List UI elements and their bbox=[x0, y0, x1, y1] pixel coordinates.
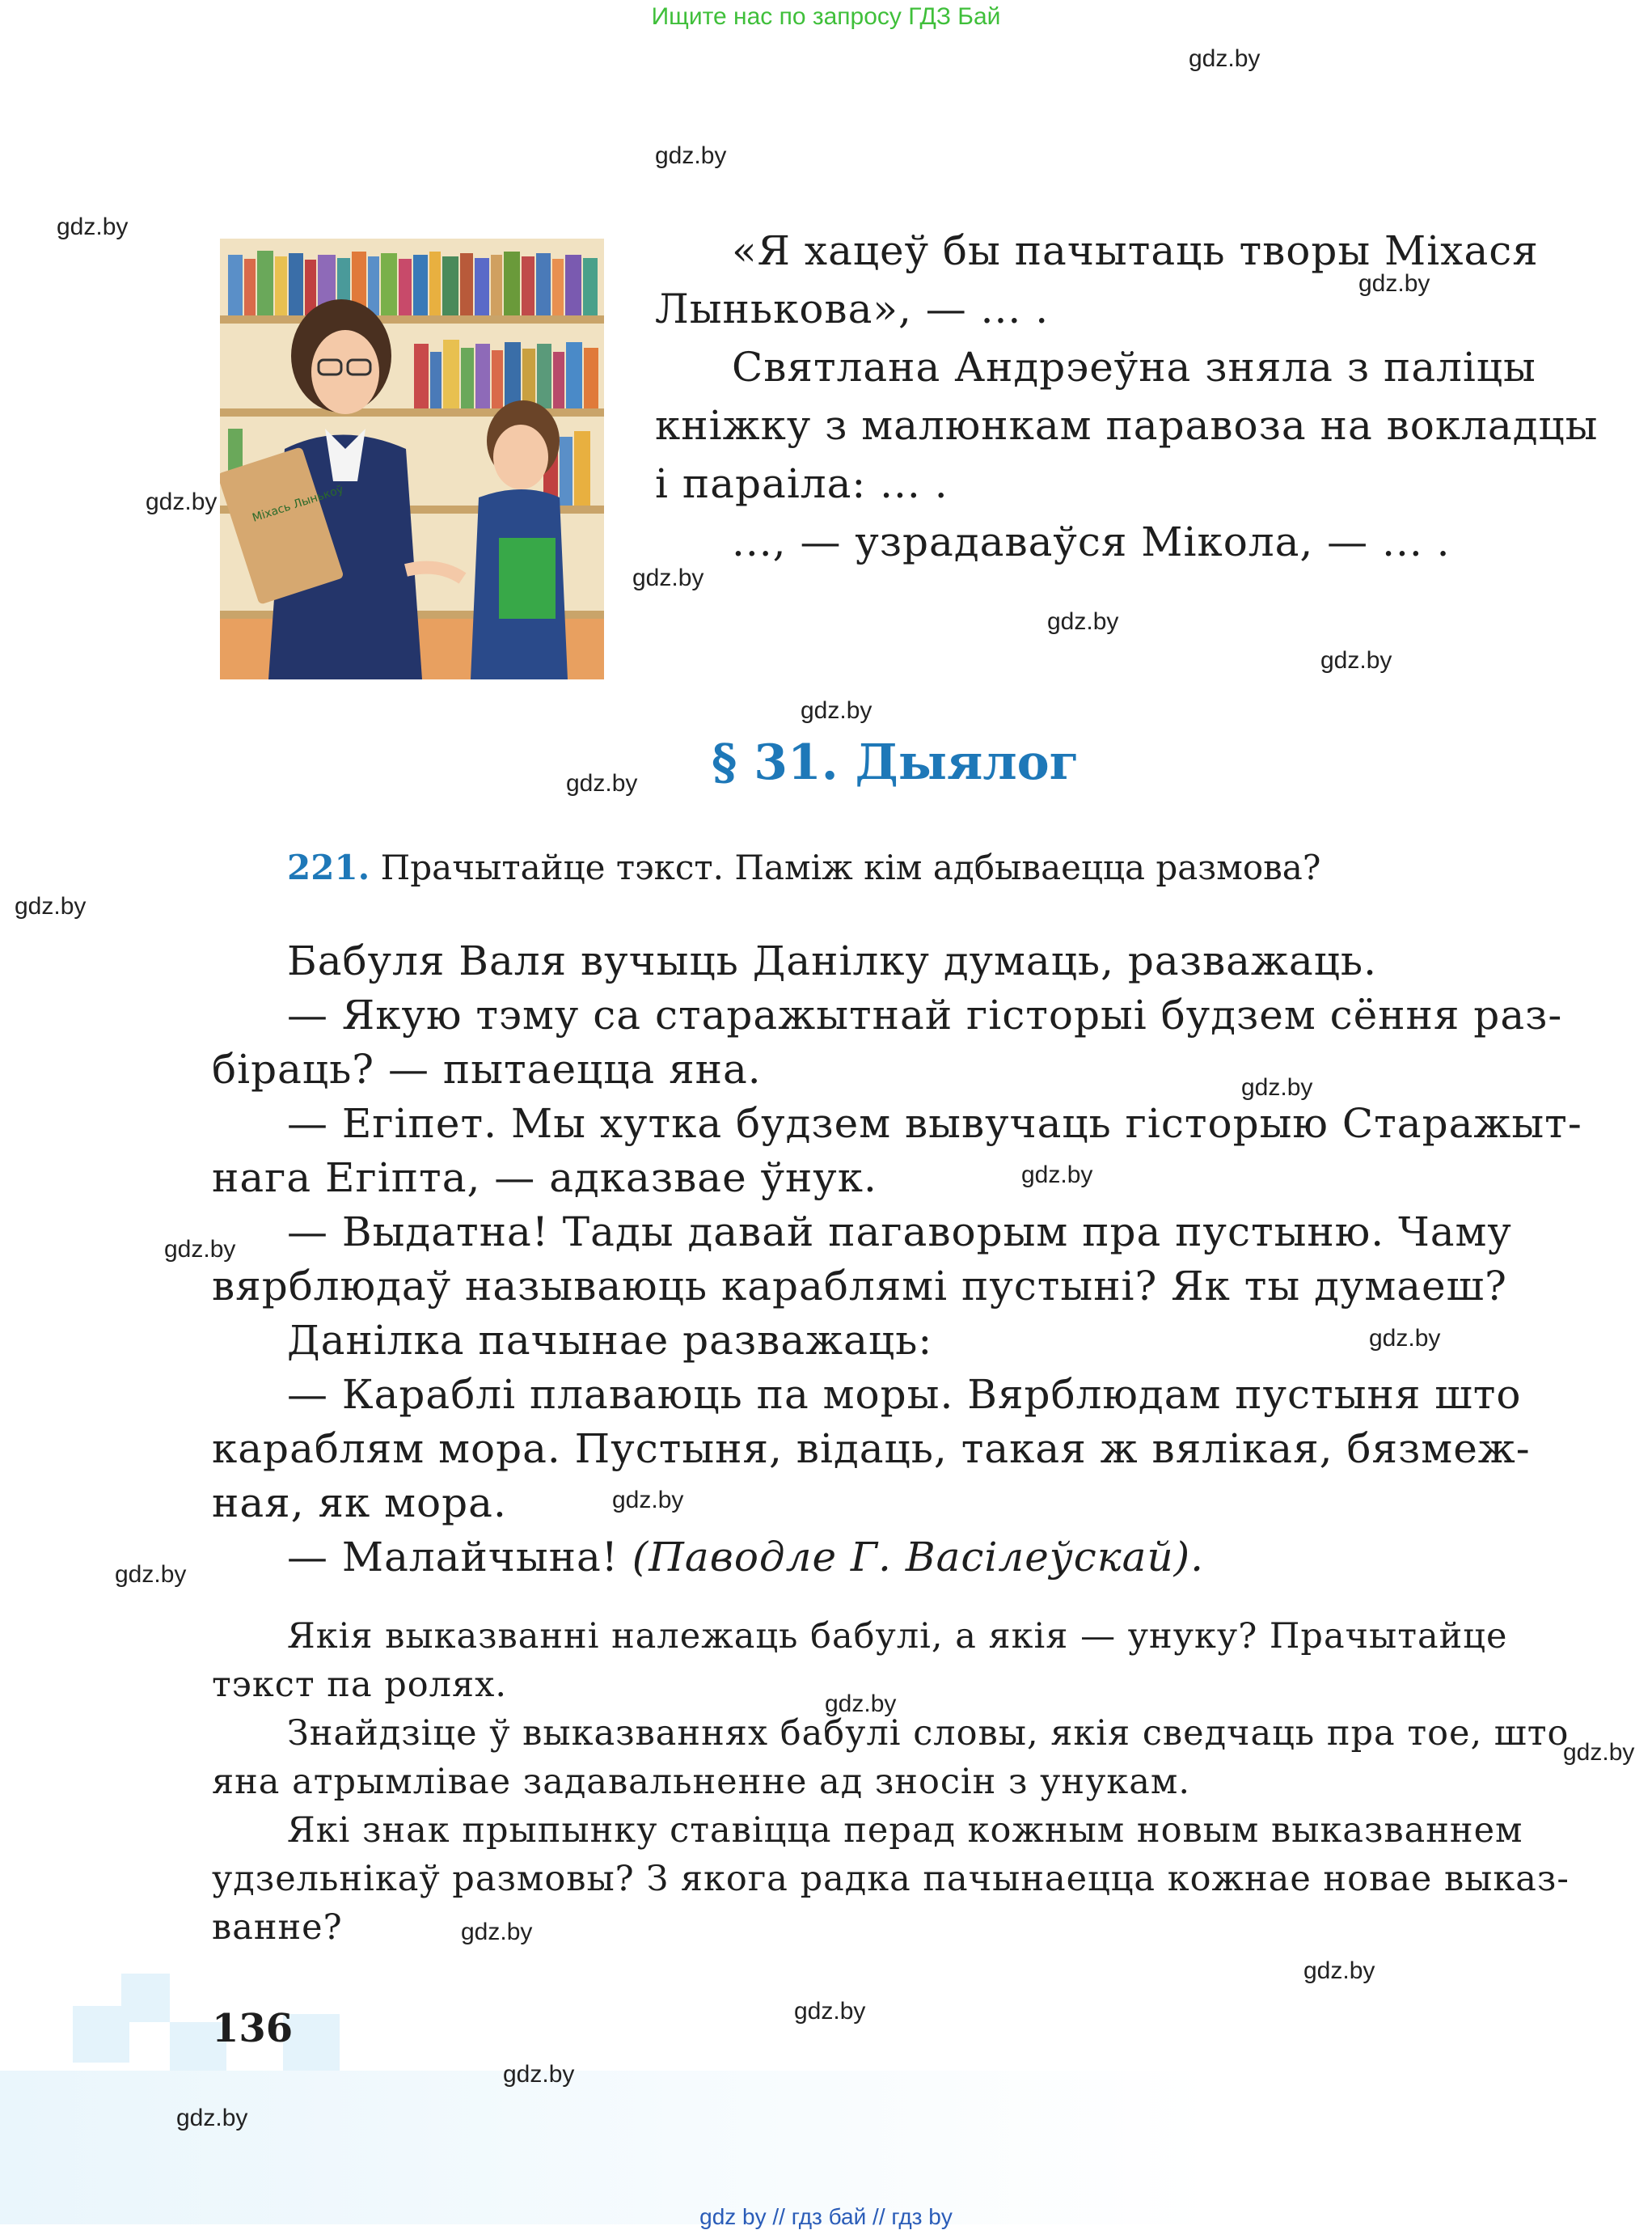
intro-line: кніжку з малюнкам паравоза на вокладцы bbox=[655, 402, 1599, 449]
watermark: gdz.by bbox=[503, 2061, 575, 2088]
watermark: gdz.by bbox=[612, 1487, 684, 1513]
dialog-line: — Выдатна! Тады давай пагаворым пра пустыню. Чаму bbox=[287, 1208, 1512, 1255]
watermark: gdz.by bbox=[1047, 608, 1119, 635]
watermark: gdz.by bbox=[1358, 270, 1430, 297]
watermark: gdz.by bbox=[15, 893, 87, 920]
watermark: gdz.by bbox=[1303, 1957, 1375, 1984]
top-banner[interactable]: Ищите нас по запросу ГДЗ Бай bbox=[651, 3, 1001, 30]
library-scene-image bbox=[220, 239, 604, 679]
intro-line: «Я хацеў бы пачытаць творы Міхася bbox=[732, 227, 1539, 274]
dialog-line: вярблюдаў называюць караблямі пустыні? Як ты думаеш? bbox=[212, 1263, 1507, 1310]
dialog-line: Данілка пачынае разважаць: bbox=[287, 1317, 933, 1364]
watermark: gdz.by bbox=[1241, 1074, 1313, 1101]
watermark: gdz.by bbox=[115, 1561, 187, 1588]
watermark: gdz.by bbox=[655, 142, 727, 169]
task-text: Прачытайце тэкст. Паміж кім адбываецца размова? bbox=[380, 848, 1321, 887]
watermark: gdz.by bbox=[176, 2105, 248, 2131]
watermark: gdz.by bbox=[825, 1690, 897, 1717]
question-line: тэкст па ролях. bbox=[212, 1665, 508, 1705]
watermark: gdz.by bbox=[632, 565, 704, 591]
dialog-line: караблям мора. Пустыня, відаць, такая ж вялікая, бязмеж- bbox=[212, 1425, 1531, 1472]
decor-square bbox=[121, 1974, 170, 2022]
question-line: ванне? bbox=[212, 1907, 343, 1948]
watermark: gdz.by bbox=[1021, 1162, 1093, 1188]
footer-links[interactable]: gdz by // гдз бай // гдз by bbox=[699, 2204, 953, 2229]
dialog-source: (Паводле Г. Васілеўскай). bbox=[632, 1534, 1205, 1580]
illustration-library bbox=[220, 239, 604, 679]
task-221 bbox=[287, 848, 1320, 887]
question-line: удзельнікаў размовы? З якога радка пачынаецца кожнае новае выказ- bbox=[212, 1859, 1570, 1899]
question-line: Знайдзіце ў выказваннях бабулі словы, якія сведчаць пра тое, што bbox=[287, 1713, 1570, 1754]
task-number: 221. bbox=[287, 848, 370, 887]
dialog-line: біраць? — пытаецца яна. bbox=[212, 1046, 762, 1093]
watermark: gdz.by bbox=[146, 489, 218, 515]
watermark: gdz.by bbox=[1320, 647, 1392, 674]
intro-line: і параіла: ... . bbox=[655, 460, 949, 507]
watermark: gdz.by bbox=[57, 214, 129, 240]
dialog-line: — Егіпет. Мы хутка будзем вывучаць гісторыю Старажыт- bbox=[287, 1100, 1582, 1147]
watermark: gdz.by bbox=[801, 697, 872, 724]
question-line: Які знак прыпынку ставіцца перад кожным новым выказваннем bbox=[287, 1810, 1523, 1851]
decor-square bbox=[0, 2071, 1213, 2224]
intro-line: Лынькова», — ... . bbox=[655, 286, 1050, 332]
watermark: gdz.by bbox=[1189, 45, 1261, 72]
watermark: gdz.by bbox=[1563, 1739, 1635, 1766]
watermark: gdz.by bbox=[1369, 1325, 1441, 1352]
watermark: gdz.by bbox=[794, 1998, 866, 2025]
dialog-line: ная, як мора. bbox=[212, 1479, 507, 1526]
dialog-line: — Якую тэму са старажытнай гісторыі будзем сёння раз- bbox=[287, 992, 1563, 1039]
question-line: Якія выказванні належаць бабулі, а якія — унуку? Прачытайце bbox=[287, 1616, 1508, 1657]
watermark: gdz.by bbox=[164, 1236, 236, 1263]
dialog-line: — Караблі плаваюць па моры. Вярблюдам пустыня што bbox=[287, 1371, 1522, 1418]
section-heading: § 31. Дыялог bbox=[712, 734, 1080, 791]
watermark: gdz.by bbox=[461, 1919, 533, 1945]
dialog-line: Бабуля Валя вучыць Данілку думаць, разважаць. bbox=[287, 937, 1378, 984]
question-line: яна атрымлівае задавальненне ад зносін з унукам. bbox=[212, 1762, 1191, 1802]
watermark: gdz.by bbox=[566, 770, 638, 797]
dialog-last-line bbox=[287, 1533, 1204, 1581]
dialog-last: — Малайчына! bbox=[287, 1534, 619, 1580]
page-number: 136 bbox=[212, 2006, 294, 2051]
intro-line: Святлана Андрэеўна зняла з паліцы bbox=[732, 344, 1536, 391]
intro-line: ..., — узрадаваўся Мікола, — ... . bbox=[732, 518, 1451, 565]
dialog-line: нага Егіпта, — адказвае ўнук. bbox=[212, 1154, 877, 1201]
book-cover-text: Міхась Лынькоў bbox=[251, 483, 345, 525]
